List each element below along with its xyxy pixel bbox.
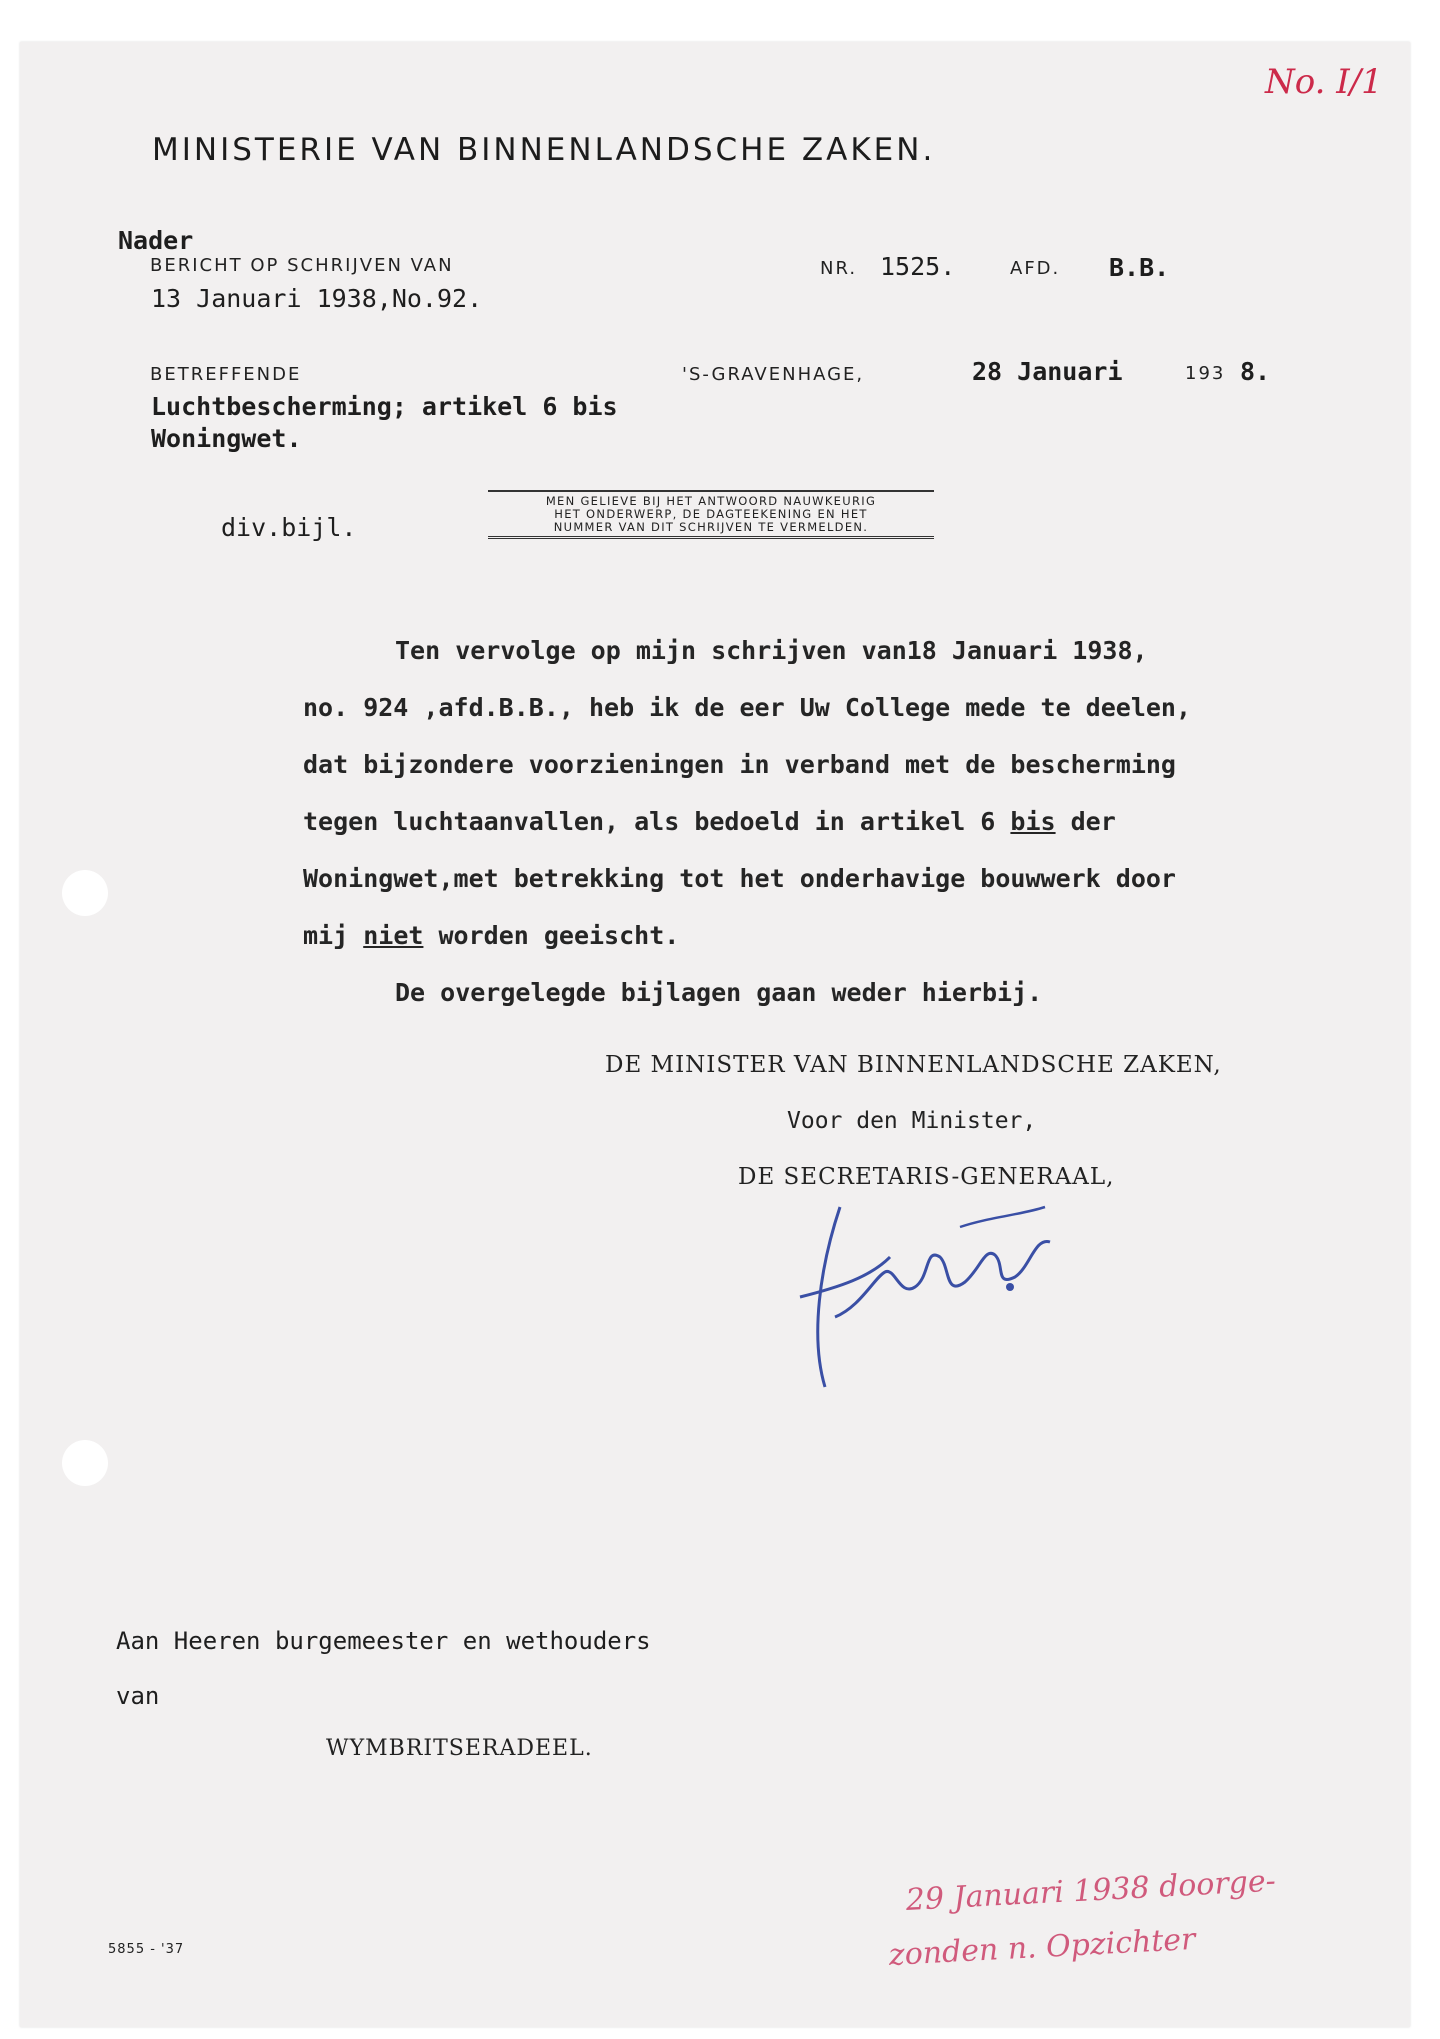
letter-date: 28 Januari (972, 357, 1123, 386)
enclosures: div.bijl. (221, 513, 357, 542)
form-code: 5855 - '37 (108, 1942, 185, 1957)
nr-label: NR. (820, 258, 858, 279)
bericht-value: 13 Januari 1938,No.92. (151, 284, 483, 313)
place-label: 'S-GRAVENHAGE, (682, 364, 865, 385)
notice-line-2: HET ONDERWERP, DE DAGTEEKENING EN HET (554, 507, 868, 521)
addressee-line-1: Aan Heeren burgemeester en wethouders (116, 1627, 651, 1655)
closing-secretaris: DE SECRETARIS-GENERAAL, (738, 1164, 1115, 1190)
body-line-6-c: worden geeischt. (423, 921, 680, 950)
emphasis-bis: bis (1010, 807, 1056, 836)
subject-line-1: Luchtbescherming; artikel 6 bis (151, 392, 618, 421)
body-line-5: Woningwet,met betrekking tot het onderhavige bouwwerk door (303, 864, 1176, 893)
body-line-1: Ten vervolge op mijn schrijven van18 Januari 1938, (395, 636, 1148, 665)
reply-instruction-box (488, 490, 934, 539)
body-line-4-a: tegen luchtaanvallen, als bedoeld in artikel 6 (303, 807, 1011, 836)
notice-line-1: MEN GELIEVE BIJ HET ANTWOORD NAUWKEURIG (545, 494, 877, 508)
signature (780, 1187, 1110, 1397)
letter-sheet (20, 42, 1410, 2027)
body-line-6 (303, 921, 679, 950)
nr-value: 1525. (880, 252, 956, 281)
afd-label: AFD. (1010, 258, 1061, 279)
closing-voor: Voor den Minister, (787, 1108, 1037, 1134)
body-line-6-a: mij (303, 921, 364, 950)
handwritten-note-line-1: 29 Januari 1938 doorge- (905, 1863, 1277, 1918)
subject-line-2: Woningwet. (151, 424, 302, 453)
addressee-line-2: van (116, 1682, 160, 1710)
body-line-4 (303, 807, 1116, 836)
corner-mark: No. I/1 (1265, 62, 1383, 102)
nader-label: Nader (118, 226, 194, 255)
punch-hole-bottom (62, 1440, 108, 1486)
bericht-label: BERICHT OP SCHRIJVEN VAN (150, 255, 454, 276)
body-line-3: dat bijzondere voorzieningen in verband met de bescherming (303, 750, 1176, 779)
emphasis-niet: niet (363, 921, 424, 950)
handwritten-note-line-2: zonden n. Opzichter (888, 1921, 1197, 1973)
betreffende-label: BETREFFENDE (150, 364, 302, 385)
addressee-municipality: WYMBRITSERADEEL. (326, 1736, 593, 1761)
closing-minister: DE MINISTER VAN BINNENLANDSCHE ZAKEN, (605, 1052, 1222, 1078)
body-line-4-c: der (1055, 807, 1116, 836)
body-line-2: no. 924 ,afd.B.B., heb ik de eer Uw College mede te deelen, (303, 693, 1192, 722)
ministry-heading: MINISTERIE VAN BINNENLANDSCHE ZAKEN. (152, 132, 936, 168)
notice-line-3: NUMMER VAN DIT SCHRIJVEN TE VERMELDEN. (553, 520, 869, 534)
afd-value: B.B. (1109, 253, 1170, 282)
body-line-7: De overgelegde bijlagen gaan weder hierbij. (395, 978, 1043, 1007)
year-suffix: 8. (1240, 357, 1271, 386)
year-prefix: 193 (1185, 363, 1226, 384)
punch-hole-top (62, 870, 108, 916)
